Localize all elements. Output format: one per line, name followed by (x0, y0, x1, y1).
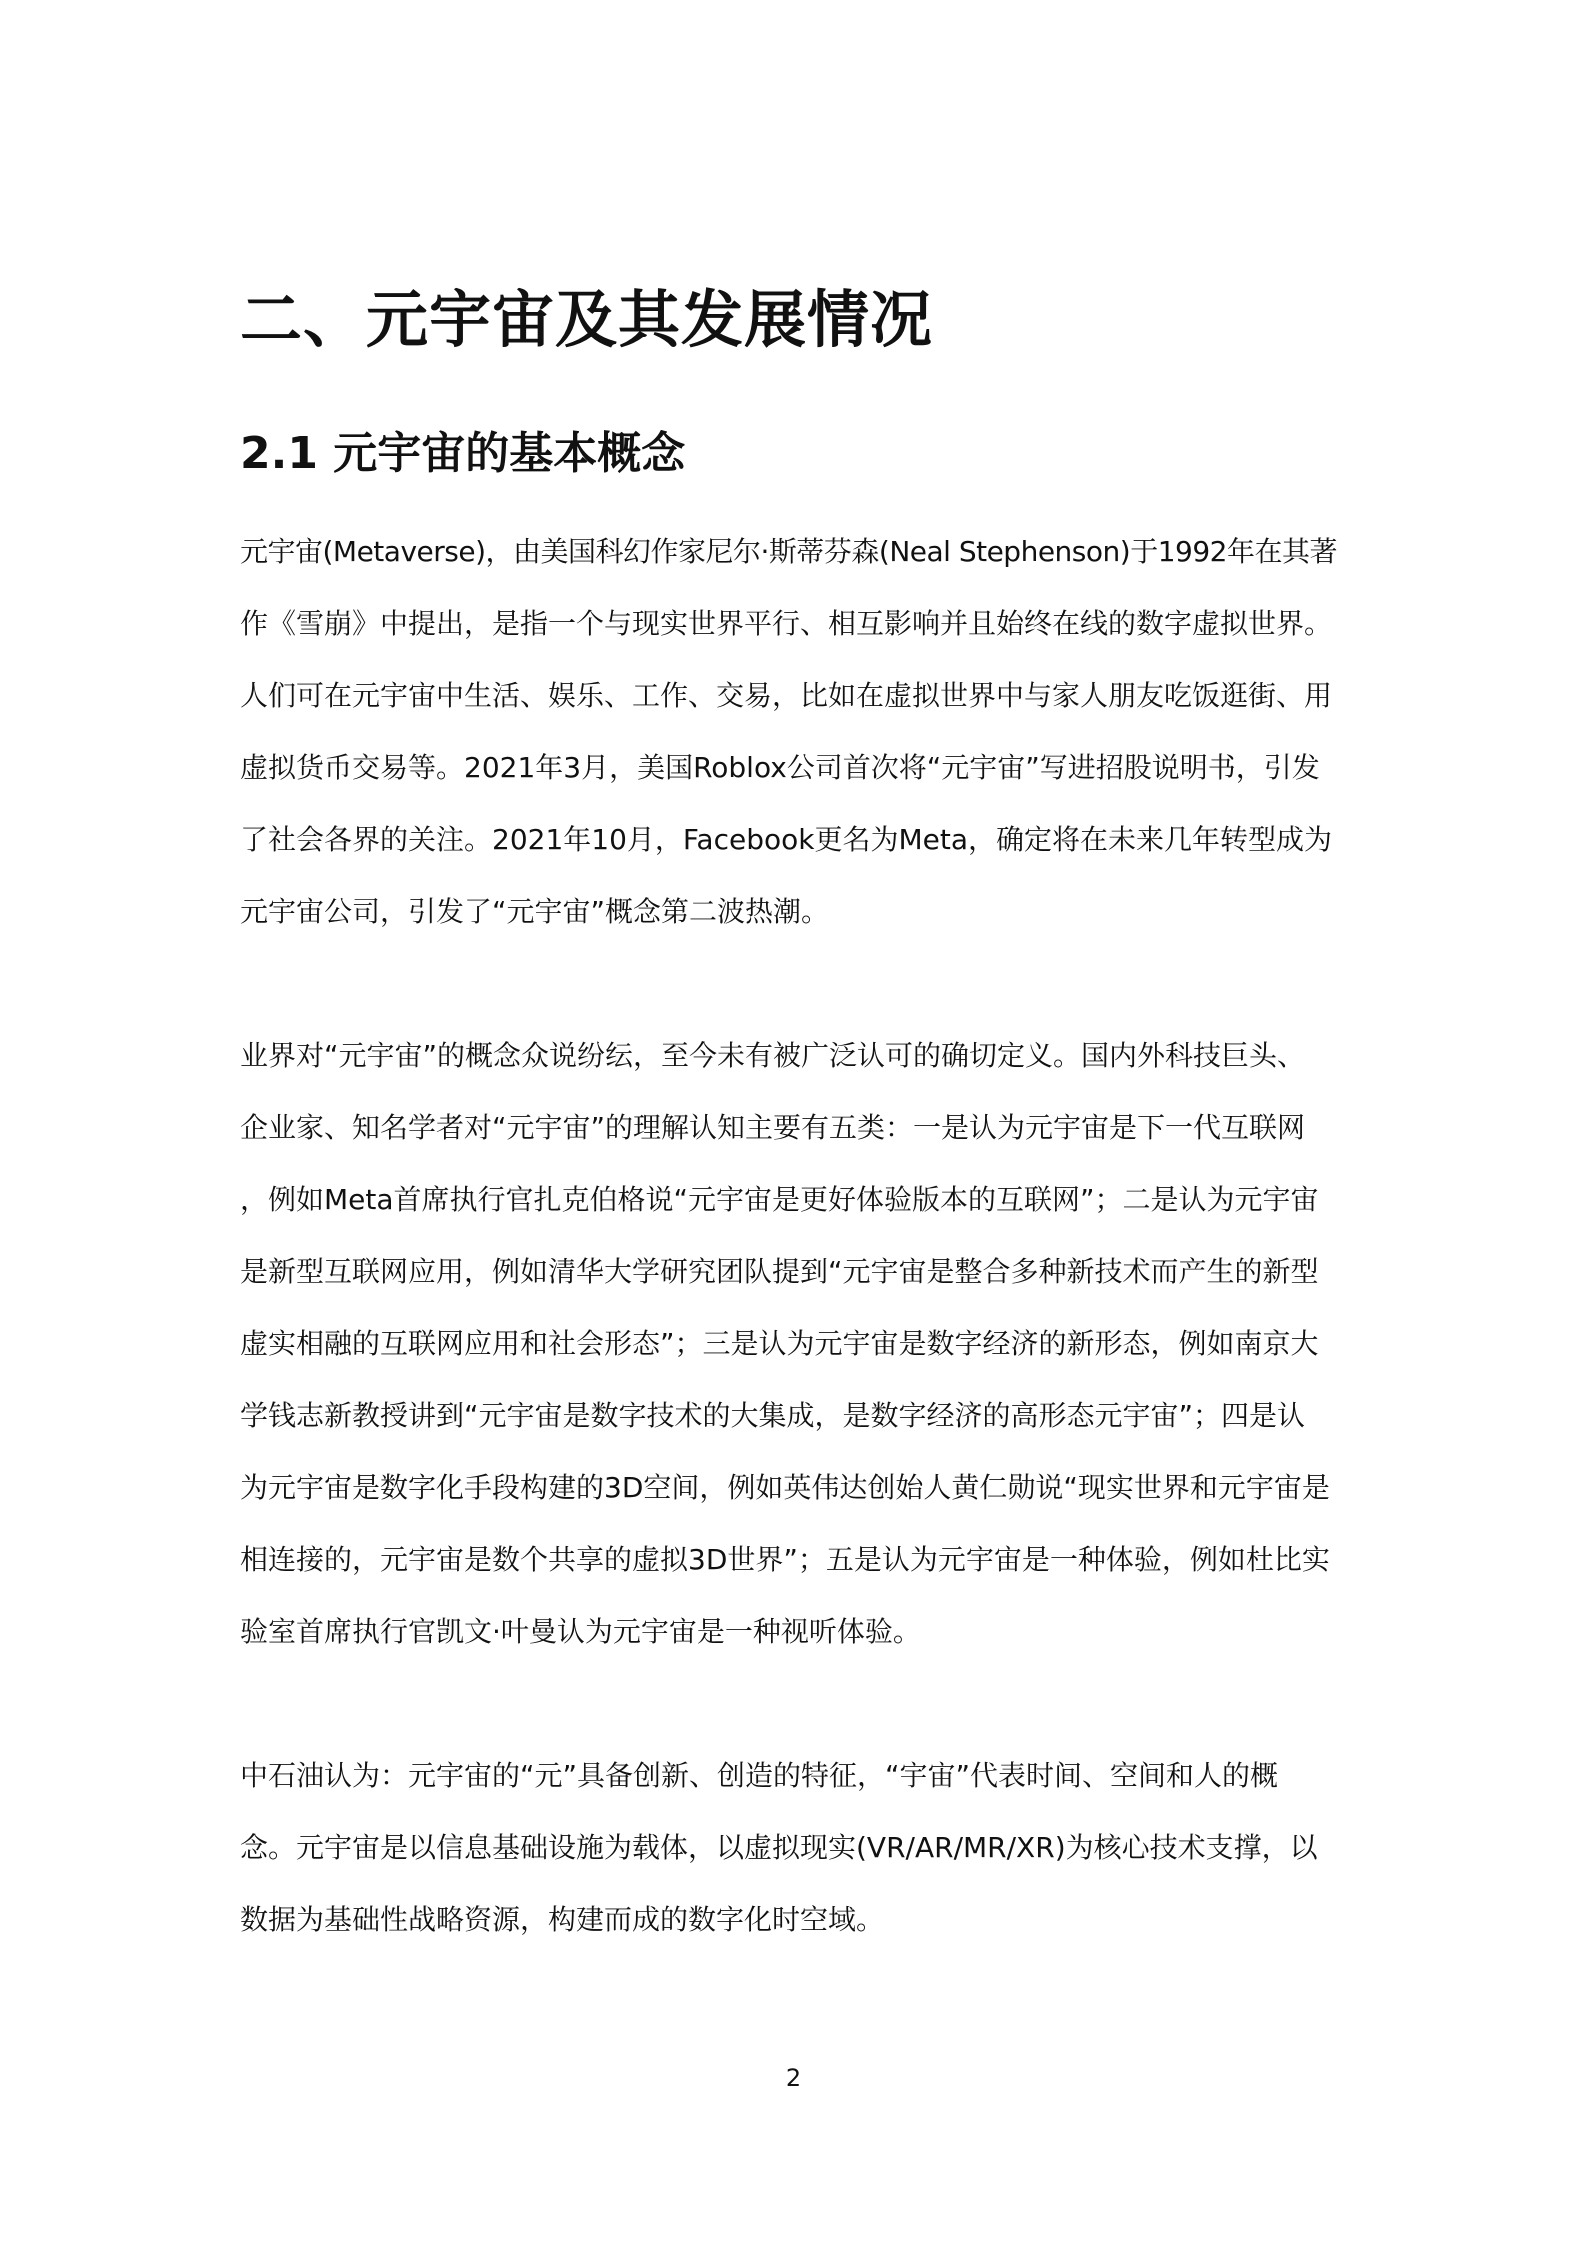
text-line: 元宇宙(Metaverse)，由美国科幻作家尼尔·斯蒂芬森(Neal Stephenson)于1992年在其著 (240, 535, 1337, 568)
text-line: 元宇宙公司，引发了“元宇宙”概念第二波热潮。 (240, 895, 830, 928)
chapter-title: 二、元宇宙及其发展情况 (240, 283, 934, 356)
text-line: 相连接的，元宇宙是数个共享的虚拟3D世界”；五是认为元宇宙是一种体验，例如杜比实 (240, 1543, 1330, 1576)
paragraph-cnpc-definition (240, 1740, 1350, 1956)
text-line: 是新型互联网应用，例如清华大学研究团队提到“元宇宙是整合多种新技术而产生的新型 (240, 1255, 1319, 1288)
text-line: 为元宇宙是数字化手段构建的3D空间，例如英伟达创始人黄仁勋说“现实世界和元宇宙是 (240, 1471, 1330, 1504)
text-line: 数据为基础性战略资源，构建而成的数字化时空域。 (240, 1903, 885, 1936)
text-line: ，例如Meta首席执行官扎克伯格说“元宇宙是更好体验版本的互联网”；二是认为元宇宙 (240, 1183, 1319, 1216)
text-line: 学钱志新教授讲到“元宇宙是数字技术的大集成，是数字经济的高形态元宇宙”；四是认 (240, 1399, 1306, 1432)
text-line: 人们可在元宇宙中生活、娱乐、工作、交易，比如在虚拟世界中与家人朋友吃饭逛街、用 (240, 679, 1333, 712)
page-number: 2 (785, 2064, 802, 2092)
text-line: 了社会各界的关注。2021年10月，Facebook更名为Meta，确定将在未来几年转型成为 (240, 823, 1332, 856)
paragraph-industry-views (240, 1020, 1350, 1668)
text-line: 验室首席执行官凯文·叶曼认为元宇宙是一种视听体验。 (240, 1615, 921, 1648)
text-line: 作《雪崩》中提出，是指一个与现实世界平行、相互影响并且始终在线的数字虚拟世界。 (240, 607, 1333, 640)
paragraph-metaverse-origin (240, 516, 1350, 948)
text-line: 企业家、知名学者对“元宇宙”的理解认知主要有五类：一是认为元宇宙是下一代互联网 (240, 1111, 1306, 1144)
section-title: 2.1 元宇宙的基本概念 (240, 428, 686, 479)
text-line: 业界对“元宇宙”的概念众说纷纭，至今未有被广泛认可的确切定义。国内外科技巨头、 (240, 1039, 1306, 1072)
text-line: 虚拟货币交易等。2021年3月，美国Roblox公司首次将“元宇宙”写进招股说明书，引发 (240, 751, 1320, 784)
text-line: 虚实相融的互联网应用和社会形态”；三是认为元宇宙是数字经济的新形态，例如南京大 (240, 1327, 1319, 1360)
text-line: 念。元宇宙是以信息基础设施为载体，以虚拟现实(VR/AR/MR/XR)为核心技术支撑，以 (240, 1831, 1318, 1864)
text-line: 中石油认为：元宇宙的“元”具备创新、创造的特征，“宇宙”代表时间、空间和人的概 (240, 1759, 1279, 1792)
